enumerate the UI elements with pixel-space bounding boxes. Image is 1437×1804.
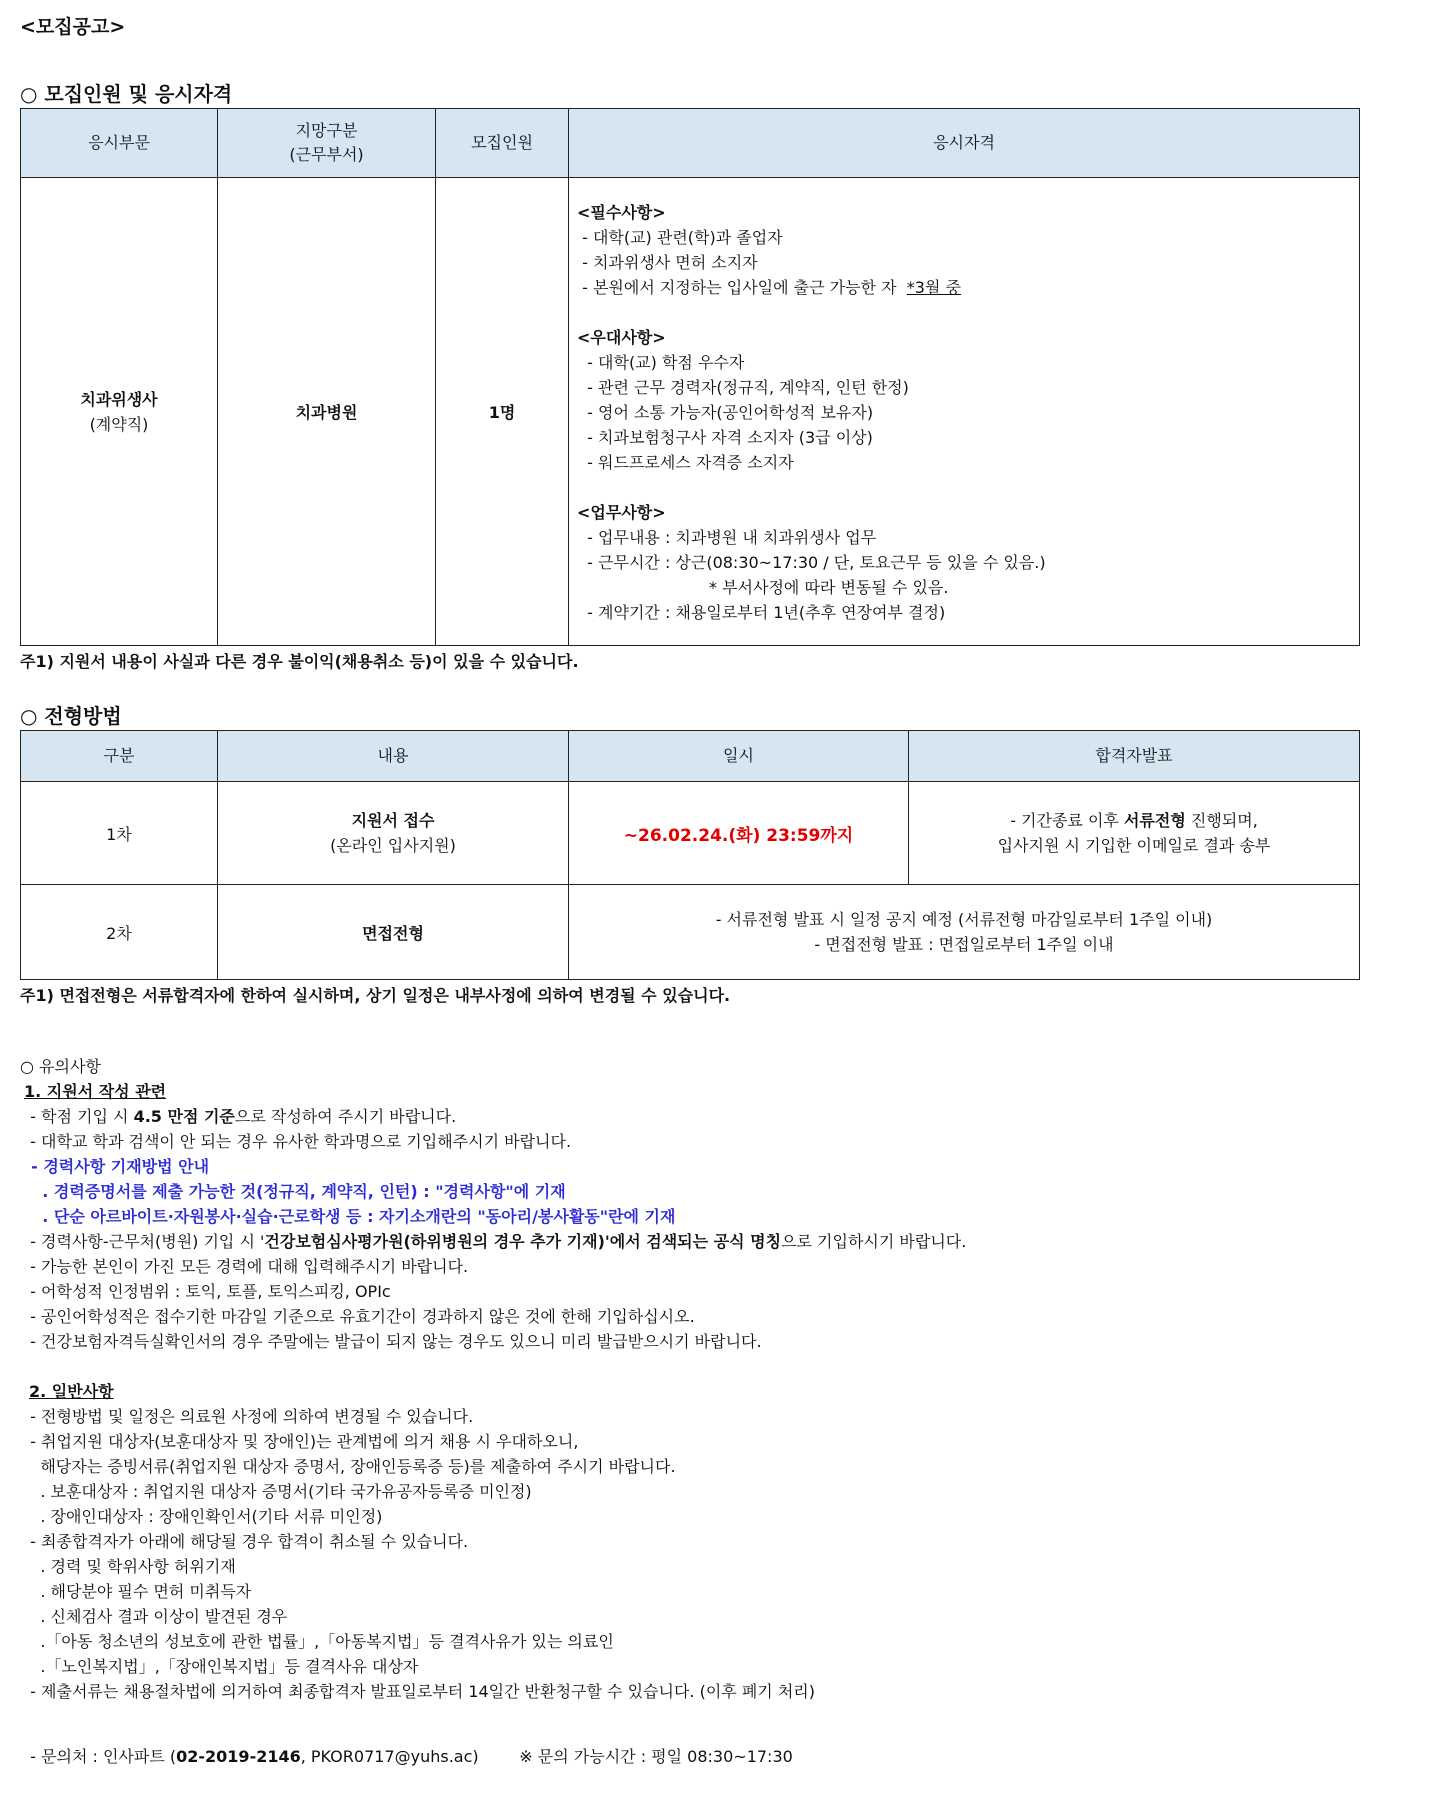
notice-text: 으로 기입하시기 바랍니다.	[781, 1232, 967, 1251]
header-place	[218, 109, 436, 178]
notice-line	[20, 1104, 1360, 1129]
notice-title: ○ 유의사항	[20, 1057, 101, 1076]
preferred-item: - 치과보험청구사 자격 소지자 (3급 이상)	[577, 428, 873, 447]
recruitment-note: 주1) 지원서 내용이 사실과 다른 경우 불이익(채용취소 등)이 있을 수 있습니다.	[20, 652, 579, 671]
notice-text: 으로 작성하여 주시기 바랍니다.	[234, 1107, 457, 1126]
recruitment-table	[20, 108, 1360, 646]
work-item: - 근무시간 : 상근(08:30~17:30 / 단, 토요근무 등 있을 수 있음.)	[577, 553, 1046, 572]
document-page	[20, 14, 1360, 1769]
notice-bold: 건강보험심사평가원(하위병원의 경우 추가 기재)'에서 검색되는 공식 명칭	[264, 1232, 782, 1251]
required-item-start-date	[577, 275, 1349, 300]
header-stage: 구분	[21, 731, 218, 782]
section-selection-title: ○ 전형방법	[20, 704, 122, 728]
header-result: 합격자발표	[909, 731, 1360, 782]
notice-line: - 취업지원 대상자(보훈대상자 및 장애인)는 관계법에 의거 채용 시 우대하오니,	[20, 1432, 579, 1451]
notice-sub-1-title: 1. 지원서 작성 관련	[24, 1082, 167, 1101]
result-2-line-2: - 면접전형 발표 : 면접일로부터 1주일 이내	[814, 935, 1114, 954]
result-2-line-1: - 서류전형 발표 시 일정 공지 예정 (서류전형 마감일로부터 1주일 이내)	[715, 910, 1213, 929]
notice-line: .「아동 청소년의 성보호에 관한 법률」,「아동복지법」등 결격사유가 있는 의료인	[20, 1632, 614, 1651]
start-date-note: *3월 중	[906, 278, 961, 297]
dept-sub: (계약직)	[89, 414, 149, 434]
header-dept: 응시부문	[21, 109, 218, 178]
notice-line: .「노인복지법」,「장애인복지법」등 결격사유 대상자	[20, 1657, 419, 1676]
header-place-sub: (근무부서)	[289, 145, 364, 164]
notice-line: - 어학성적 인정범위 : 토익, 토플, 토익스피킹, OPIc	[20, 1282, 391, 1301]
result-1-text-c: 진행되며,	[1185, 811, 1258, 830]
cell-date-1	[569, 782, 909, 885]
preferred-item: - 워드프로세스 자격증 소지자	[577, 453, 794, 472]
cell-place: 치과병원	[218, 178, 436, 646]
header-qualification: 응시자격	[569, 109, 1360, 178]
content-1-label: 지원서 접수	[351, 811, 435, 830]
notice-line: 해당자는 증빙서류(취업지원 대상자 증명서, 장애인등록증 등)를 제출하여 주시기 바랍니다.	[20, 1457, 676, 1476]
required-item: - 치과위생사 면허 소지자	[577, 253, 758, 272]
table-row	[21, 782, 1360, 885]
notice-section	[20, 1054, 1360, 1769]
notice-line: . 해당분야 필수 면허 미취득자	[20, 1582, 252, 1601]
deadline-text: ~26.02.24.(화) 23:59까지	[623, 825, 854, 846]
notice-line	[20, 1229, 1360, 1254]
notice-line-career-guide: . 단순 아르바이트·자원봉사·실습·근로학생 등 : 자기소개란의 "동아리/봉사활동"란에 기재	[20, 1207, 676, 1226]
notice-text: - 경력사항-근무처(병원) 기입 시 '	[20, 1232, 265, 1251]
dept-label: 치과위생사	[80, 389, 158, 409]
notice-bold: 4.5 만점 기준	[133, 1107, 235, 1126]
header-place-label: 지망구분	[295, 121, 358, 140]
cell-stage-1: 1차	[21, 782, 218, 885]
notice-line-career-guide: - 경력사항 기재방법 안내	[20, 1157, 210, 1176]
notice-line: - 가능한 본인이 가진 모든 경력에 대해 입력해주시기 바랍니다.	[20, 1257, 469, 1276]
selection-note: 주1) 면접전형은 서류합격자에 한하여 실시하며, 상기 일정은 내부사정에 의하여 변경될 수 있습니다.	[20, 986, 731, 1005]
required-item: - 대학(교) 관련(학)과 졸업자	[577, 228, 783, 247]
content-1-sub: (온라인 입사지원)	[330, 836, 456, 855]
cell-qualification	[569, 178, 1360, 646]
work-note: * 부서사정에 따라 변동될 수 있음.	[709, 578, 949, 597]
header-content: 내용	[218, 731, 569, 782]
contact-text: , PKOR0717@yuhs.ac) ※ 문의 가능시간 : 평일 08:30~17:30	[300, 1747, 793, 1766]
notice-line: - 대학교 학과 검색이 안 되는 경우 유사한 학과명으로 기입해주시기 바랍니다.	[20, 1132, 572, 1151]
notice-line: - 건강보험자격득실확인서의 경우 주말에는 발급이 되지 않는 경우도 있으니 미리 발급받으시기 바랍니다.	[20, 1332, 762, 1351]
notice-line: - 전형방법 및 일정은 의료원 사정에 의하여 변경될 수 있습니다.	[20, 1407, 474, 1426]
required-item-text: - 본원에서 지정하는 입사일에 출근 가능한 자	[577, 278, 907, 297]
contact-line	[20, 1744, 1360, 1769]
notice-line: . 경력 및 학위사항 허위기재	[20, 1557, 236, 1576]
table-row	[21, 178, 1360, 646]
preferred-heading: <우대사항>	[577, 328, 666, 347]
cell-result-1	[909, 782, 1360, 885]
contact-text: - 문의처 : 인사파트 (	[20, 1747, 177, 1766]
cell-content-2: 면접전형	[218, 885, 569, 980]
cell-dept	[21, 178, 218, 646]
result-1-line-2: 입사지원 시 기입한 이메일로 결과 송부	[997, 836, 1271, 855]
cell-count: 1명	[436, 178, 569, 646]
contact-phone: 02-2019-2146	[176, 1747, 301, 1766]
notice-line: - 제출서류는 채용절차법에 의거하여 최종합격자 발표일로부터 14일간 반환청구할 수 있습니다. (이후 폐기 처리)	[20, 1682, 815, 1701]
notice-line: - 최종합격자가 아래에 해당될 경우 합격이 취소될 수 있습니다.	[20, 1532, 469, 1551]
notice-line: . 장애인대상자 : 장애인확인서(기타 서류 미인정)	[20, 1507, 383, 1526]
work-heading: <업무사항>	[577, 503, 666, 522]
notice-text: - 학점 기입 시	[20, 1107, 134, 1126]
preferred-item: - 관련 근무 경력자(정규직, 계약직, 인턴 한정)	[577, 378, 909, 397]
notice-sub-2-title: 2. 일반사항	[29, 1382, 114, 1401]
header-date: 일시	[569, 731, 909, 782]
notice-line: - 공인어학성적은 접수기한 마감일 기준으로 유효기간이 경과하지 않은 것에 한해 기입하십시오.	[20, 1307, 695, 1326]
section-recruitment-title: ○ 모집인원 및 응시자격	[20, 82, 233, 106]
notice-line: . 신체검사 결과 이상이 발견된 경우	[20, 1607, 288, 1626]
preferred-item: - 영어 소통 가능자(공인어학성적 보유자)	[577, 403, 874, 422]
cell-result-2	[569, 885, 1360, 980]
result-1-text-b: 서류전형	[1123, 811, 1186, 830]
work-item: - 계약기간 : 채용일로부터 1년(추후 연장여부 결정)	[577, 603, 946, 622]
table-row	[21, 885, 1360, 980]
table-header-row	[21, 109, 1360, 178]
cell-content-1	[218, 782, 569, 885]
work-item: - 업무내용 : 치과병원 내 치과위생사 업무	[577, 528, 877, 547]
selection-table	[20, 730, 1360, 980]
result-1-text-a: - 기간종료 이후	[1010, 811, 1124, 830]
preferred-item: - 대학(교) 학점 우수자	[577, 353, 745, 372]
cell-stage-2: 2차	[21, 885, 218, 980]
table-header-row	[21, 731, 1360, 782]
header-count: 모집인원	[436, 109, 569, 178]
required-heading: <필수사항>	[577, 203, 666, 222]
notice-line: . 보훈대상자 : 취업지원 대상자 증명서(기타 국가유공자등록증 미인정)	[20, 1482, 532, 1501]
page-title: <모집공고>	[20, 16, 126, 38]
notice-line-career-guide: . 경력증명서를 제출 가능한 것(정규직, 계약직, 인턴) : "경력사항"에 기재	[20, 1182, 566, 1201]
